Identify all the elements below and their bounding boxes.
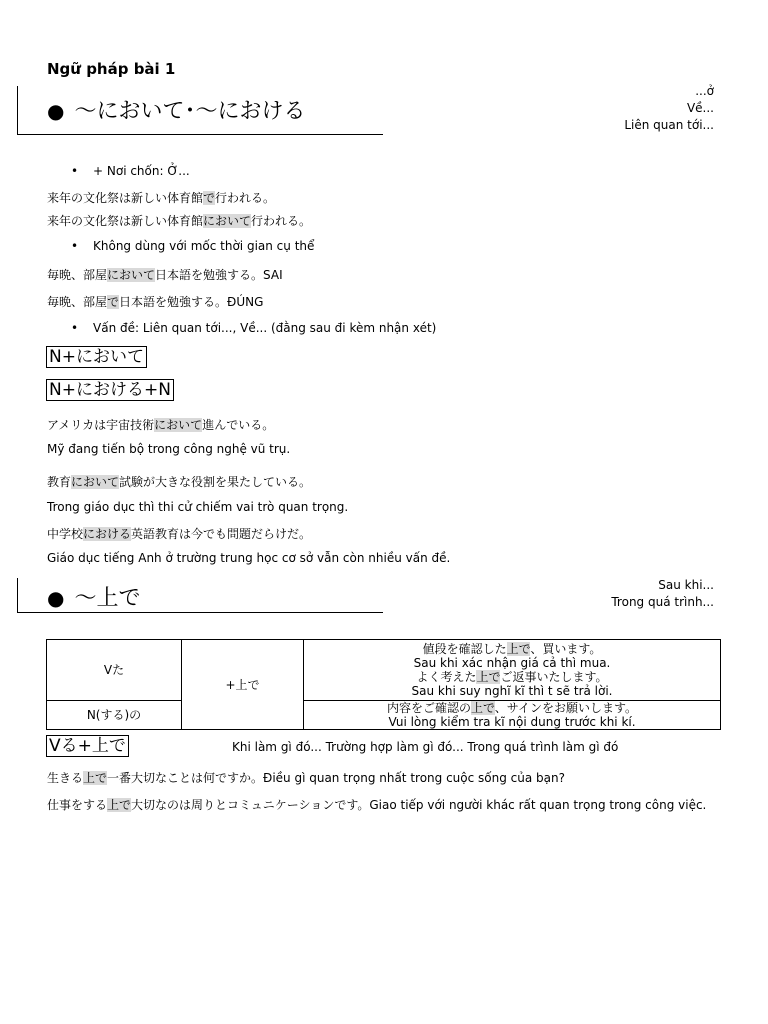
bullet-icon: ●	[47, 586, 65, 610]
bullet-icon: ●	[47, 99, 65, 123]
bullet-topic: • Vấn đề: Liên quan tới..., Về... (đằng sau đi kèm nhận xét)	[93, 321, 436, 335]
note-line: Sau khi...	[658, 578, 714, 592]
example-sentence: 仕事をする上で大切なのは周りとコミュニケーションです。Giao tiếp với người khác rất quan trọng trong công việc.	[47, 798, 707, 812]
example-sentence: 毎晩、部屋において日本語を勉強する。SAI	[47, 268, 283, 282]
grammar-table	[46, 639, 721, 730]
bullet-time: • Không dùng với mốc thời gian cụ thể	[93, 239, 314, 253]
example-sentence: 中学校における英語教育は今でも問題だらけだ。	[47, 527, 312, 541]
table-cell: N(する)の	[47, 701, 182, 730]
translation: Giáo dục tiếng Anh ở trường trung học cơ sở vẫn còn nhiều vấn đề.	[47, 551, 451, 565]
note-line: ...ở	[695, 84, 714, 98]
example-sentence: 毎晩、部屋で日本語を勉強する。ĐÚNG	[47, 295, 264, 309]
pattern-box: Vる+上で	[46, 735, 129, 757]
note-line: Trong quá trình...	[611, 595, 714, 609]
heading-left-border	[17, 86, 18, 134]
heading-underline	[17, 612, 383, 613]
section-heading-niokite: ● ～において･～における	[47, 99, 306, 124]
example-sentence: 来年の文化祭は新しい体育館において行われる。	[47, 214, 312, 228]
heading-left-border	[17, 578, 18, 612]
pattern-box: N+における+N	[46, 379, 174, 401]
pattern-note: Khi làm gì đó... Trường hợp làm gì đó... Trong quá trình làm gì đó	[232, 740, 619, 754]
table-cell: Vた	[47, 640, 182, 701]
translation: Mỹ đang tiến bộ trong công nghệ vũ trụ.	[47, 442, 291, 456]
pattern-box: N+において	[46, 346, 147, 368]
heading-underline	[17, 134, 383, 135]
example-sentence: 教育において試験が大きな役割を果たしている。	[47, 475, 312, 489]
example-sentence: 来年の文化祭は新しい体育館で行われる。	[47, 191, 276, 205]
table-cell: 値段を確認した上で、買います。 Sau khi xác nhận giá cả thì mua. よく考えた上でご返事いたします。 Sau khi suy nghĩ kĩ thì t sẽ trả lời.	[304, 640, 721, 701]
section2-notes	[611, 577, 714, 611]
example-sentence: アメリカは宇宙技術において進んでいる。	[47, 418, 275, 432]
section1-notes	[624, 83, 714, 134]
bullet-place: • + Nơi chốn: Ở...	[93, 164, 190, 178]
section-heading-uede: ● ～上で	[47, 586, 141, 611]
note-line: Về...	[686, 101, 714, 115]
table-cell: 内容をご確認の上で、サインをお願いします。 Vui lòng kiểm tra kĩ nội dung trước khi kí.	[304, 701, 721, 730]
translation: Trong giáo dục thì thi cử chiếm vai trò quan trọng.	[47, 500, 349, 514]
table-cell: +上で	[182, 640, 304, 730]
example-sentence: 生きる上で一番大切なことは何ですか。Điều gì quan trọng nhất trong cuộc sống của bạn?	[47, 771, 565, 785]
page-title: Ngữ pháp bài 1	[47, 60, 176, 78]
note-line: Liên quan tới...	[624, 118, 714, 132]
